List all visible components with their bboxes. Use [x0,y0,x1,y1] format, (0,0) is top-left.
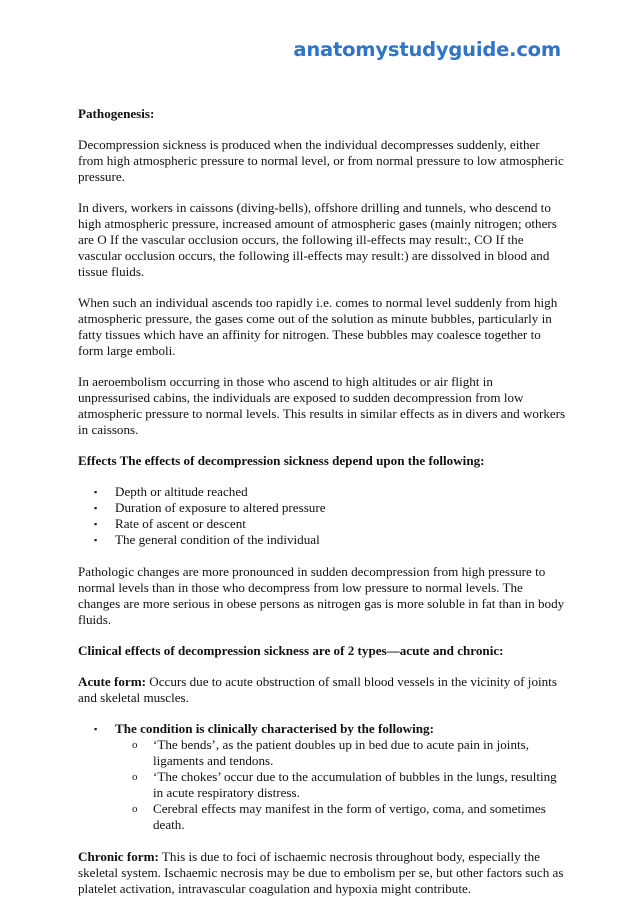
effects-heading: Effects The effects of decompression sickness depend upon the following: [78,453,485,468]
paragraph-5: Pathologic changes are more pronounced in sudden decompression from high pressure to normal levels than in those who decompress from low pressure to normal levels. The changes are more serious in obese persons as nitrogen gas is more soluble in fat than in body fluids. [78,564,565,627]
paragraph-2: In divers, workers in caissons (diving-bells), offshore drilling and tunnels, who descend to high atmospheric pressure, increased amount of atmospheric gases (mainly nitrogen; others are O If the vascular occlusion occurs, the following ill-effects may result:, CO If the vascular occlusion occurs, the following ill-effects may result:) are dissolved in blood and tissue fluids. [78,200,557,279]
sub-bullet-icon: o [132,739,138,751]
list-item-text: Rate of ascent or descent [115,516,246,531]
bullet-icon: ▪ [94,519,98,529]
site-brand: anatomystudyguide.com [293,38,561,61]
chronic-label: Chronic form: [78,849,159,864]
paragraph-4: In aeroembolism occurring in those who ascend to high altitudes or air flight in unpressurised cabins, the individuals are exposed to sudden decompression from low atmospheric pressure to normal levels. This results in similar effects as in divers and workers in caissons. [78,374,566,437]
bullet-icon: ▪ [94,487,98,497]
sub-list-item-text: ‘The chokes’ occur due to the accumulation of bubbles in the lungs, resulting in acute respiratory distress. [153,769,557,800]
chronic-paragraph [78,849,566,897]
bullet-icon: ▪ [94,503,98,513]
sub-list-item [115,769,566,801]
clinical-heading: Clinical effects of decompression sickness are of 2 types—acute and chronic: [78,643,504,658]
bullet-icon: ▪ [94,724,98,734]
section-heading-pathogenesis: Pathogenesis: [78,106,155,121]
acute-label: Acute form: [78,674,146,689]
acute-paragraph [78,674,566,706]
list-item [78,500,566,516]
sub-bullet-icon: o [132,803,138,815]
document-body [78,106,566,912]
sub-list-item [115,801,566,833]
acute-sublist [115,737,566,833]
list-item-text: Duration of exposure to altered pressure [115,500,326,515]
list-item-text: Depth or altitude reached [115,484,248,499]
bullet-icon: ▪ [94,535,98,545]
effects-list [78,484,566,548]
paragraph-3: When such an individual ascends too rapidly i.e. comes to normal level suddenly from high atmospheric pressure, the gases come out of the solution as minute bubbles, particularly in fatty tissues which have an affinity for nitrogen. These bubbles may coalesce together to form large emboli. [78,295,558,358]
list-item [78,516,566,532]
list-item [78,484,566,500]
acute-text: Occurs due to acute obstruction of small blood vessels in the vicinity of joints and skeletal muscles. [78,674,557,705]
sub-list-item-text: ‘The bends’, as the patient doubles up in bed due to acute pain in joints, ligaments and tendons. [153,737,529,768]
chronic-text: This is due to foci of ischaemic necrosis throughout body, especially the skeletal system. Ischaemic necrosis may be due to embolism per se, but other factors such as platelet activation, intravascular coagulation and hypoxia might contribute. [78,849,564,896]
list-item [78,532,566,548]
sub-list-item-text: Cerebral effects may manifest in the form of vertigo, coma, and sometimes death. [153,801,546,832]
paragraph-1: Decompression sickness is produced when the individual decompresses suddenly, either from high atmospheric pressure to normal level, or from normal pressure to low atmospheric pressure. [78,137,564,184]
sub-list-item [115,737,566,769]
sub-bullet-icon: o [132,771,138,783]
acute-list [78,721,566,833]
acute-bullet-text: The condition is clinically characterised by the following: [115,721,434,736]
list-item [78,721,566,833]
list-item-text: The general condition of the individual [115,532,320,547]
